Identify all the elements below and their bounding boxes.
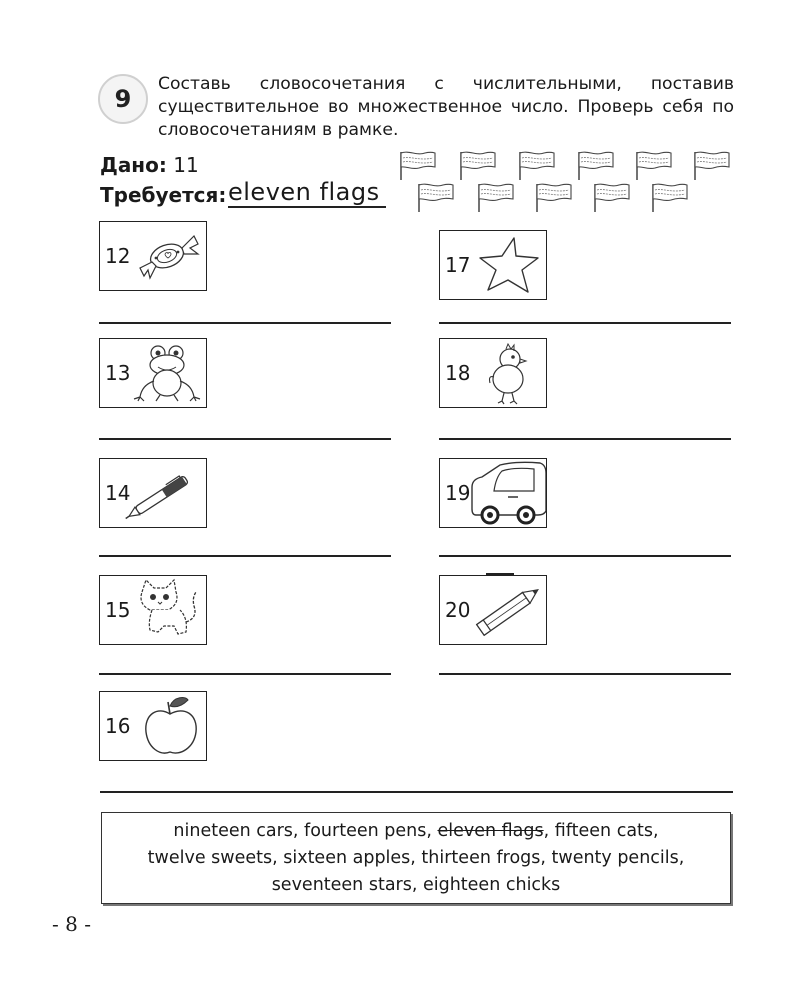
task-number-badge: 9 [98,74,148,124]
item-box-17 [439,230,547,300]
item-number: 15 [105,598,131,622]
item-box-18 [439,338,547,408]
answer-line-12[interactable] [99,322,391,324]
star-icon [476,234,542,296]
given-label: Дано: [100,153,167,177]
item-box-12 [99,221,207,291]
answer-line-17[interactable] [439,322,731,324]
chick-icon [480,341,540,405]
pencil-icon [470,576,546,644]
required-answer: eleven flags [228,178,380,206]
answer-key-line3: seventeen stars, eighteen chicks [271,874,561,895]
item-number: 18 [445,361,471,385]
item-box-16 [99,691,207,761]
given-value: 11 [173,153,199,177]
candy-icon [132,228,202,284]
car-icon [468,461,546,525]
given-row [100,153,199,177]
answer-line-15[interactable] [99,673,391,675]
item-number: 19 [445,481,471,505]
item-box-14 [99,458,207,528]
apple-icon [138,694,204,758]
required-answer-underline [228,206,386,208]
pen-icon [124,461,204,525]
answer-key-line1-after: , fifteen cats, [543,820,659,841]
item-number: 13 [105,361,131,385]
flag-icon [419,184,453,212]
answer-line-19[interactable] [439,555,731,557]
item-box-15 [99,575,207,645]
flag-icon [653,184,687,212]
flag-icon [401,152,435,180]
page-number: - 8 - [52,912,91,936]
answer-key-line2: twelve sweets, sixteen apples, thirteen frogs, twenty pencils, [147,847,685,868]
answer-key-text [106,818,726,899]
answer-line-14[interactable] [99,555,391,557]
item-number: 17 [445,253,471,277]
answer-line-16[interactable] [100,791,733,793]
flag-icon [461,152,495,180]
flags-illustration [395,148,740,218]
item-number: 12 [105,244,131,268]
item-box-13 [99,338,207,408]
item-number: 14 [105,481,131,505]
item-number: 16 [105,714,131,738]
item-number: 20 [445,598,471,622]
answer-line-18[interactable] [439,438,731,440]
flag-icon [579,152,613,180]
required-row [100,183,226,207]
flag-icon [520,152,554,180]
cat-icon [134,578,204,642]
item-box-19 [439,458,547,528]
flag-icon [695,152,729,180]
flag-icon [479,184,513,212]
task-instruction: Составь словосочетания с числительными, поставив существительное во множественное число. Проверь себя по словосочетаниям в рамке. [158,74,734,140]
answer-line-20[interactable] [439,673,731,675]
answer-line-13[interactable] [99,438,391,440]
item-box-20 [439,575,547,645]
frog-icon [132,341,204,405]
answer-key-struck-example: eleven flags [437,820,544,841]
decorative-dash [486,573,514,575]
answer-key-box [101,812,731,904]
required-label: Требуется: [100,183,227,207]
flag-icon [637,152,671,180]
flag-icon [537,184,571,212]
flag-icon [595,184,629,212]
answer-key-line1-before: nineteen cars, fourteen pens, [173,820,432,841]
